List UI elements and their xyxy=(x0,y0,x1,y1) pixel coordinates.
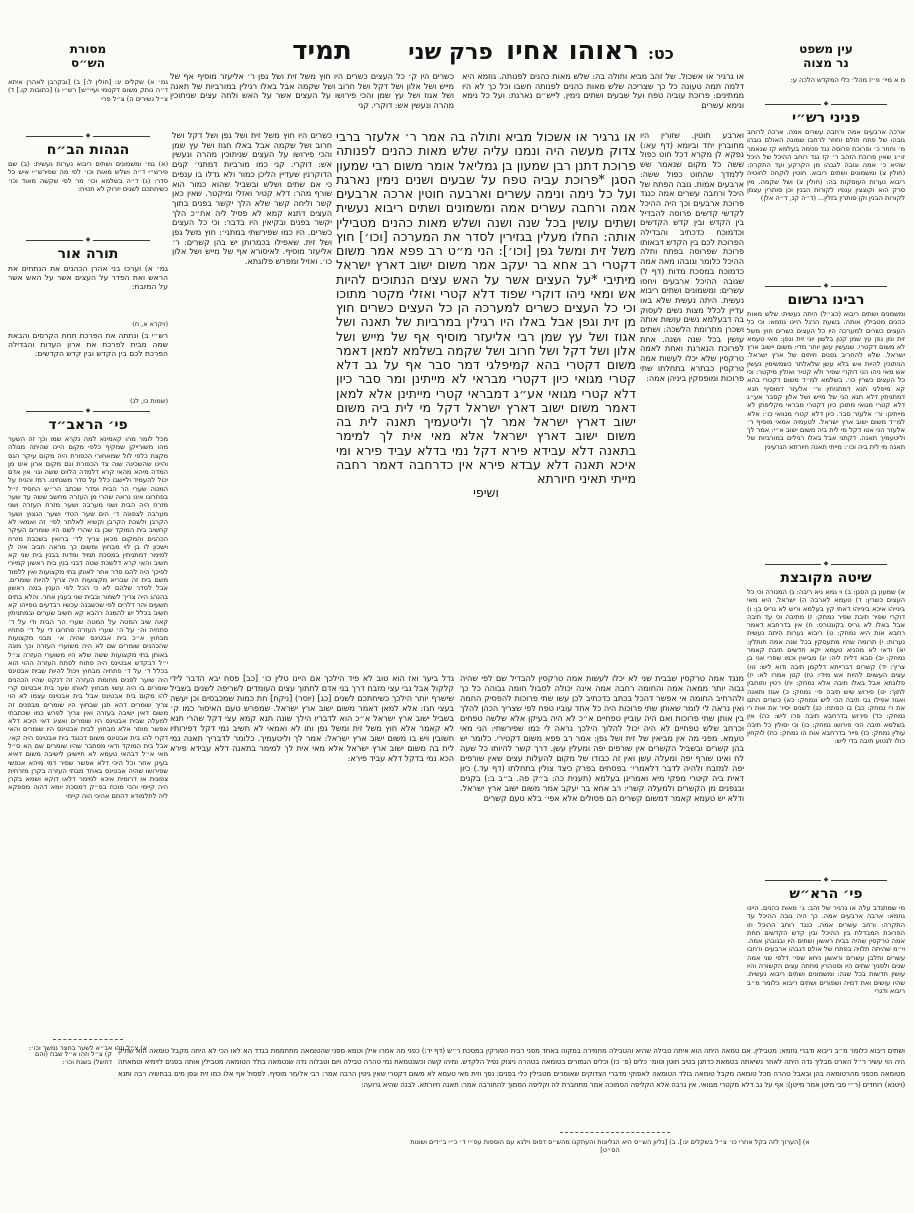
mesorat-hashas-text: גמ׳ א) שקלים יג: [חולין ל:] ב) [ובקרבן לאהרן איתא ד״ה נותק משום דקטמי ועיי״ש] רש״י ג) [כתובות קו.] ד) צ״ל נשירים ה) צ״ל פרי xyxy=(8,78,168,103)
daf-number: כט: xyxy=(648,44,674,63)
divider-ornament xyxy=(26,133,150,139)
mefaresh-right-column: וארבע חוטין. שזורין היו מחוברין יחד וביומא (דף עא:) נפקא לן מקרא דכל חוט כפול ששה כל מקום שנאמר שש ללמדך שהחוט כפול ששה: ארבעים אמות. גובה הפתח של היכל ורחבה עשרים אמה כנגד פרוכת ארבעים וכך היה ההיכל לקדשי קדשים פרוסה להבדיל בין הקדש ובין קדש הקדשים וכדמוכח כדכתיב והבדילה הפרוכת לכם בין הקדש דבאותו פרוכת שפרוסה בפתח ותלה ההיכל כלומר וגובהו מאה אמה כדמוכח במסכת מדות (דף ל) שגובה ההיכל ארבעים ויחסו עשרים: ומשמונים ושתים ריבוא נעשית. היתה נעשית שלא באו עדיין לכלל מצות נשים לעסוק בה דבעלמא נשים עושות אותה ושכרן מתרומת הלשכה: ושתים עושין בכל שנה ושנה. אחת לפרוכת הנארגת ואחת לאמה טרקסין שלא יכלו לעשות אמה טרקסין כבתרא בתחלתו שתי פרוכות ומופסקין ביניהן אמה: xyxy=(640,131,744,383)
left-margin-column xyxy=(8,42,168,1052)
ornament-icon: ◆ xyxy=(85,407,91,414)
divider-ornament xyxy=(765,283,887,289)
mefaresh-opening: או גרגיר או אשכול. של זהב מביא ותולה בה: שלש מאות כהנים לפנותה. גוזמא היא דלמה תמה טעונה כל כך שצריכה שלש מאות כהנים לפנותה חשבו וכל כך לא היו ממתינים: פרוכת עוביה טפח ועל שבעים ושתים נימין. לייש״ם נארגת: ועל כל נימא ונימא עשרים xyxy=(462,72,744,111)
rabbeinu-gershom-text: ומשמנים ושתים ריבוא (כצ״ל) היתה נעשית: שלש מאות כהנים מטבילין אותה. בשעת הרגל היינו גוזמא: וכי כל העצים כשרים למערכה היו כל העצים כשרים חוץ משל זית ומן גפן עץ שמן קטן בלשון יוני זית וגפן: מאי טעמא לא משום דקטרי. שנעשין עשן יותר מדי: משום יישוב ארץ ישראל. שלא להחריב גפנים וזיתים של ארץ ישראל. הניתוכין להיות אש בלא עשן שלאלתר כשמשימין נעשין אש מאי ניהו הני דוקרי שפיר ולא קטיר ואזלין מיקטר: וכי כל העצים כשרין כו׳. בשלמא למ״ד משום דקטרי בהא קא מיפלגי תנא דמתניתין ור׳ אלעזר דמוסיף תנא דמתניתין דלא תנא הני של מייש ושל אלון קסבר אע״ג דלא קטרי מגואי מתוכן כיון דקטרי מבראי מקליפתן לא מייתינן: ור׳ אלעזר סבר. כיון דלא קטרי מגוואי כו׳: אלא למ״ד משום ישוב ארץ ישראל. לטעמיה אמאי מוסיף ר׳ אלעזר הני אטו דקל מי לית ביה משום ישוב א״י: אמר לך וליטעמיך תאנה. דקתני אבל באלו רגילים במורביות של תאנה מי לית ביה וכו׳: מייתי תאנה חיורתא הגרעינין xyxy=(747,310,905,451)
ornament-icon: ◆ xyxy=(823,282,829,289)
divider-ornament xyxy=(765,101,887,107)
gemara-text: או גרגיר או אשכול מביא ותולה בה אמר ר׳ אלעזר ברבי צדוק מעשה היה ונמנו עליה שלש מאות כהנים לפנותה פרוכת דתנן רבן שמעון בן גמליאל אומר משום רבי שמעון הסגן *פרוכת עביה טפח על שבעים ושנים נימין נארגת ועל כל נימה ונימה עשרים וארבעה חוטין ארכה ארבעים אמה ורחבה עשרים אמה ומשמונים ושתים ריבוא נעשית ושתים עושין בכל שנה ושנה ושלש מאות כהנים מטבילין אותה: החלו מעלין בגזירין לסדר את המערכה [וכו׳] חוץ משל זית ומשל גפן [וכו׳]: הני מ״ט רב פפא אמר משום דקטרי רב אחא בר יעקב אמר משום ישוב דארץ ישראל מיתיבי *על העצים אשר על האש עצים הנתוכים להיות אש ומאי ניהו דוקרי שפוד דלא קטרי ואזלי מקטר מתוכו וכי כל העצים כשרים למערכה הן כל העצים כשרים חוץ מן זית וגפן אבל באלו היו רגילין במרביות של תאנה ושל אגוז ושל עץ שמן רבי אליעזר מוסיף אף של מייש ושל אלון ושל דקל ושל חרוב ושל שקמה בשלמא למאן דאמר משום דקטרי בהא קמיפלגי דמר סבר אף על גב דלא קטרי מגואי כיון דקטרי מבראי לא מייתינן ומר סבר כיון דלא קטרי מגואי אע״ג דמבראי קטרי מייתינן אלא למאן דאמר משום ישוב דארץ ישראל דקל מי לית ביה משום ישוב דארץ ישראל אמר לך וליטעמיך תאנה לית בה משום ישוב דארץ ישראל אלא מאי אית לך למימר בתאנה דלא עבידא פירא דקל נמי בדלא עביד פירא ומי איכא תאנה דלא עבדא פירא אין כדרחבה דאמר רחבה מייתי תאיני חיורתא xyxy=(336,130,636,486)
ein-mishpat-header-line1: עין משפט xyxy=(799,42,853,56)
mesorat-header-line2: הש״ס xyxy=(70,56,106,70)
ein-mishpat-header-line2: נר מצוה xyxy=(803,56,849,70)
pnini-rashi-text: ארכה ארבעים אמה ורחבה עשרים אמה. ארכה לרוחב גובהו של פתח חולם וחוזר לרחבו שמונה האולם גובהו מ׳ וחוזר כ׳ ופרוכת פרוסה נגד פנימה בעלמא קז שנאמר זו״ג שאין פרוכת הזהב ר׳ קז נגד רוחב ההיכל של היכל שהיא כ׳ אמה וגובה לגבהו מן הקרקע ועד התקרה: (חולין צ) ומשמונים ושתים ריבוא. חוטין לוקחה לחוטיה ריבוא נערות העוסקות בה: (חולין צ) ושל שקמה. מין סרק הוא וקוצצין ענפיו לקורות הבנין וכן סותרין עצמן לקורות הבנין וקן סותרין בזלין... (ד״ה קנ, ד״ה אלן) xyxy=(747,128,905,203)
bottom-commentary-right: מנגד אמה טרקסין שבבית שני לא יכלו לעשות אמה טרקסין להבדיל שם לפי שהיה גבוה יותר ממאה אמה והחומה רחבה אמה אינה יכולה לסבול חומה גבוהה כל כך ולהרחיב החומה אי אפשר דהכל בכתב כדכתיב לכן עשו שתי פרוכות להפסיק החמה ואין נראה לי לומר שאותן שתי פרוכות היה כל אחד עוביו טפח לפי שצריך הכהן להלך בין אותן שתי פרוכות ואם היה עוביין טפחיים א״כ לא היה בעיקן אלא שלשה טפחים וכרחב שלש טפחיים לא היה יכול להלוך הילכך נראה לי כמו שפירשתי: הני מאי טעמא. מפני מה אין מביאין של זית ושל גפן: אמר רב פפא משום דקטירי. כלומר יש בהן קשרים ובשביל הקשרים אין שורפים יפה ומעלין עשן. דרך קשר להיותו כל שעה לח ואינו שורף יפה ומעלה עשן ואין זה כבודו של מקום להעלות עצים שאין שורפים יפה למזבח ולהיה לדבר דלאמרי׳ בפסחים בפרק כיצד צולין בתחלתו (דף עד.) כיון דאית ביה קיטרי מפקי מיא ואמרינן בעלמא (תענית כה: ב״ק פה. ב״ב ב:) בקנים ובגפנים מן הקשרים ולמעלה קשרי: רב אחא בר יעקב אמר משום ישוב ארץ ישראל. ודלא יש טעמא קאמר דמשום קשרים הם פסולים אלא אפי׳ בלא טעם קשרים xyxy=(460,673,744,803)
divider-ornament xyxy=(765,561,887,567)
perek-title: פרק שני xyxy=(408,39,493,65)
torah-or-verse1: גמ׳ א) וערכו בני אהרן הכהנים את הנתחים את הראש ואת הפדר על העצים אשר על האש אשר על המזבח: xyxy=(8,264,168,292)
bottom-commentary-left: גדל ביער ואז הוא טוב לא פיד הילכך אם היינו טלין כו׳ [כב] פסח יבא הדבר לידי קלקול אבל גבי עצי מזבח דרך בני אדם לחתוך עצים העומדים לשריפה לשנים בשביל שישרף יותר הילכך כשיחתכם לשנים [כג] (יוסר) [ניקח] חת כמות שמכבסים וכן יעשה בעצי חגז: אלא למאן דאמר משום ישוב ארץ ישראל. שמפרש טעם האיסור כמו ק׳ בשביל ישוב ארץ ישראל א״כ הוא לדבריו הילך שונה תנא קמא עצי דקל שהרי תנא לא קאמר אלא חוץ משל זית ומשל גפן ותו לא ואמאי לא חשיב נמי דקל דפירותיו חשובין ויש בו משום ישוב ארץ ישראל: אמר לך וליטעמיך. כלומר לדבריך תאנה נמי לית בה משום ישוב ארץ ישראל אלא מאי אית לך למימר בתאנה דלא עבידא פירא הכא נמי בדקל דלא עביד פירא: xyxy=(170,673,454,763)
hagahot-habach-title: הגהות הב״ח xyxy=(46,142,130,158)
gemara-last-line: ושיפי xyxy=(473,485,499,501)
left-margin-footnote: א) צ״ל וזהו אב״א לשער בחצר נמשך וכו׳: xyxy=(28,1044,148,1052)
perush-harosh-title: פי׳ הרא״ש xyxy=(789,886,863,902)
masechet-title: תמיד xyxy=(292,36,352,66)
bottom-side-note: ק) צ״ל וזהו א״ל שבח (והם דחשל) בשנת וכו׳: xyxy=(35,1050,112,1066)
ein-mishpat-note: מ א מיי׳ פ״ז מהל׳ כלי המקדש הלכה ע: xyxy=(790,76,905,84)
ornament-icon: ◆ xyxy=(85,236,91,243)
shita-mekubetzet-title: שיטה מקובצת xyxy=(780,570,872,586)
commentary-continuation-top: כשרים היו ק׳ כל העצים כשרים היו חוץ משל זית ושל גפן ר׳ אליעזר מוסיף אף של מייש ושל אלון ושל דקל ושל חרוב ושל שקמה אבל באלו רגילין במורביות של תאנה ושל אגוז ושל עץ שמן והכי פירושו על העצים אשר על האש ולחה עצים שניתוכין מהרה ונעשין אש: דוקרי. קני xyxy=(170,72,454,111)
ornament-icon: ◆ xyxy=(823,876,829,883)
ornament-icon: ◆ xyxy=(823,560,829,567)
rabbeinu-gershom-title: רבינו גרשום xyxy=(787,292,865,308)
divider-ornament xyxy=(26,408,150,414)
shita-mekubetzet-text: א) שמעון בן הסגן: ב) וי גמא גיא ריבה: ג) המנורה וכי כל העצים כשרין: ד) טעמא לארבה ה) ישראל. היא מאי בינייהו איכא בינייהו דאתי קץ בעלמא וריש לא גריס בן: ו) דוקרי שפיר תיבת שפיר נמחק: ז) מתיבה וכי עד תיבה אבל באלו לא גריס בקונטרס: ח) אין בדרחבא דאמר רחבא אות היא נמחק: ט) ריבוא נערות היתה נעשית נערות: י) תרומה שהיו מתעסקין בכל שנה אמה תותלין: יא) ודאי לא מהניא טעמא יקא חדשים תיבת קאמר נמחק: יב) סבא דלית ליה: יג) מביאין וכמו שפרי אני בן צריך: יד) קשרים דברייתא דלקמן תיבה ודוא ליש: טו) עצים העשוים להיות אש מידי: טז) קטן אמרו לא: יז) פלוגתא אבל באלו תיבה אלא נמחק: יח) רטין ותוחבין לתוך: יט) פירוש שיש תיבה פי׳ נמחק: כ) אגוז ותאנה ואגוז אפילו גבי תיבה הכי ליש ונמחק: כא) כשרים התם את רי נמחק: כב) בו הפתח: כג) לשנים יסיר את אות רי נמחק: כד) פירוש בדרחבא תיבה פרו ליש: כה) אין בשלמא תיבה הכי פירושו נמחק: כו) וכי יסולין כל תיבה עולין נמחק: כז) פייר בדרחבא אות הו נמחק: כח) לוקחין כולו לנטוע תיבה בדי ליש: xyxy=(747,588,905,746)
bottom-footnote: א) [הערוך לזה בקל אחרי כו׳ צ״ל בשקלים יג:]. ב) [גליון הש״ס היא הגליונות והעתקנו מהש״ס דפוס וילנא עם הוספות עפ״י ד׳ כ״י ב״דים ושונות הס״ט] xyxy=(410,1138,810,1154)
perush-haraavad-title: פי׳ הראב״ד xyxy=(48,417,128,433)
divider-ornament xyxy=(26,237,150,243)
pnini-rashi-title: פניני רש״י xyxy=(791,110,861,126)
hagahot-habach-text: (א) גמ׳ ומשמונים ושתים ריבוא נערות נעשית: (ב) שם פירש״י ד״ה ושלש מאות וכו׳ לפי מה שפירש״י איש כל סדר: (ג) ד״ה בשלמא וכו׳ מר לפי שקשה מאוד וכו׳ כשיחתכם לשנים יזרוק לא תטיח: xyxy=(8,160,168,193)
divider-ornament xyxy=(765,877,887,883)
torah-or-verse2: רש״י ב) ונתתה את הפרכת תחת הקרסים והבאת שמה מבית לפרכת את ארון העדות והבדילה הפרכת לכם בין הקדש ובין קדש הקדשים: xyxy=(8,331,168,359)
perush-haraavad-text: מכל לומר מהו קאמינא למה נקרא שמו וכך זה השער מהו משורייקן שמקיף כלפי מקום היינו שהיתה מגולה מקצת כלפי לול שמאחורי הכפורת היה מקום עיקר הגס והיינו שהשכינה שוה צד הכפורת וגם מקום ארון אינו מן המדה מיהא מהאי קרא דלמדה הלוים ששה וגו׳ אין אדם יכול להעמיד וליישבו כלל על סדר משנתינו. רמז והניח על המטה שערי הר הבית וסדר שכתב הר״ש החסיד ז״ל בפתרונו אינו נראה שהרי מן העזרה מחשב ששה עד שער מזרח היה הבית ושני מערבה ושער מזרח העזרה ושני מערבה לצפונה ד׳ הים שער הטדי ושער הנצוץ ושער הקרבן ולשכת הקרבן וקשיא לאלתר לפי׳ זה ואמאי לא קחשיב בית המוקד שכן בו שהרי לשם היו שומרים העיקר הכהנים והמקום מכאן צריך לד׳ ברואין בשכבת מזרח וישכון לו בן לוי מבחוץ ומשום כך מראה חביב איה לן למימר דמתניתין במסכת תמיד ומדות בבנין בית שני קא חשיב והאי קרא דלשכת שטה דבני בנין בית ראשון קמיירי לפיכך היה להם סדר אחר לאותן בתי מקצועות ואין ללמוד משם בית זה שבריא מקצועות היה צריך להיות שומרים. אבל לסדר שלהם לא כי הכל לפי הענין במה ראשון בהנהג היה צריך לשמור ובבית שני בענין אחר. והלא בתים תשעים והר דלרים לפי שכשבנה עכשיו רבדעים גופייהו קא חשיב בכלל יש להמנה רהבא קא חשיב שערים ובמתניתין קאה שיב המטה על המטה שערי הר הבית ודי על ד׳ פתחיה וה׳ על ה׳ שערי העזרה פתרונו די על ד׳ פתחיו מבחוץ א״כ בית אבטינס שהיה א׳ מבני מקצועות שהכהנים שומרים שם לא היה משוערי העזרה וכך מונה באותן בתי מקצועות ששה שלא היו משוערי העזרה צ״ל י״ל דבקדש אבטינס היה פתוח לפתח העזרה ההוי הוא בכלל ד׳ על ד׳ פתחיה מבחוץ ויכול להיות שבית אבטינס היה שוער לפנים מחומת העזרה זה דנקט שהיו הכהנים שומרים בו היה עשוי מבחוץ לאותו שער בית אבטינס קרי להו מקום בית אבטינס אבל בית אבטינס עצמו לא הוי צריך שומרים דהא תנן שבחוץ היו שומרים מבפנים זה משום דאין ישיבה בעזרה ואין צריך לפרש כמו שכתבתי למעלה שבית אבטינס היו שומרים ואציג דאי היכא דלא אפשר מותר אלא מבחוץ לבית אבטינס היו שומרים והאי דקרי להו בית אבטינס משום דכנגד בית אבטינס היה קאי. אבל בית המוקד ודאי מסתבר שהיו שומרים שם הא ס״ל מאי א״ל דבהאי טעמא לא חיישינן לישיבה משום דאיא בעינן אחר וכל היכי דלא אפשר שפיר דמי מיהא אנפשי שפירושו שהיה אבטינס באחד מבתי העזרה בקרן מזרחית צפונית או דרומית איכא למימר דלאו דוקא ושמא בקרן היה קיימי והכי מוכח בפ״ק דמסכת יומא דהוה מספקא ליה לתלמודא דהתם אהיכי הוה קיימי xyxy=(8,435,168,800)
right-margin-column xyxy=(747,42,905,1050)
commentary-left-column: כשרים היו חוץ משל זית ושל גפן ושל דקל ושל חרוב ושל שקמה אבל באלו חגוז ושל עץ שמן והכי פירושו על העצים שניתוכין מהרה ונעשין אש: דוקרי. קני כמו מורביות דמתני׳ קנים הדוקרנין שעדיין הליכן כמור ולא גדלו בו ענפים כי אם שתים ושלש ובשביל שהוא כמור הוא שורף מהר: דלא קטיר ואזלי ומיקטר. שאין כאן קשר וליחה קשר שלא הלך יקשר בפנים בתוך העצים דתנא קמא לא פסיל ליה אח״כ הלך יקשר בפנים ובקיאין היו בדבר: וכי כל העצים כשרים. היו כמו שפירשתי במתני׳: חוץ משל גפן ושל זית. שאפילו בכמרותן יש בהן קשרים: ר׳ אליעזר מוסיף. לאיסורא אף של מייש ושל אלון כו׳. ואזיל ומפרש פלוגתא. xyxy=(172,131,332,267)
perush-harosh-text: מי שמתנדב עלה או גרגיר של זהב: ג׳ מאות כהנים. היינו גוזמא: ארבה ארבעים אמה. כך היה גובה ההיכל עד התקרה: ורחב עשרים אמה. כנגד רוחב ההיכל וזו הפרוכת המבדלת בין ההיכל ובין קדש הקדשים תחת אמה טרקסין שהיה בבית ראשון ושתים היו ובגובהן אמה. וי״מ שהיתה תלויה בפתח של אולם דגבהו ארבעים ורחבו עשרים וחלבן עשרים וראשון ניחא שפי׳ דלפי שני אמה שנים ולפניך שתים היו וסטהרין מחתה עצים הקשורה והיו עושין חדשות בכל שנה: ומשמונים ושתים ריבוא נעשית. שהיו עושים ואת דמיה ושפורים ושתים ריבוא כלומר מ״ב ריבוא ודגרי xyxy=(747,904,905,995)
ornament-icon: ◆ xyxy=(85,132,91,139)
torah-or-title: תורה אור xyxy=(57,246,119,262)
mesorat-header-line1: מסורת xyxy=(69,42,107,56)
bottom-footnote-divider xyxy=(560,1132,670,1133)
torah-or-ref1: (ויקרא א, ח) xyxy=(132,320,168,328)
torah-or-ref2: (שמות כו, לג) xyxy=(130,397,168,405)
gemara-column xyxy=(336,130,636,668)
ornament-icon: ◆ xyxy=(823,100,829,107)
chapter-title: ראוהו אחיו xyxy=(506,36,639,66)
bottom-band-text: ושתים ריבוא כלומר מ״ב ריבוא ודברי גוזמא: מטבילין. אם טמאה היתה הוא איתה טבילה שהיא והטבילה מחמירה במקוה באחד מפני רבית הפורקין במסכת ר״ש (דף יד:) כפני מה אמרו אילן וטמא מפני שהטומאה מתחממת בגדד הא לאו הכי לא היתה מקבל טומאה הוא שתיק היה הוי עשיר ר״ל הארט מבליך נדה היתה לאחר נשיאתה בטמאת כדתנן בטיב חוטן וטומ׳ כלים (פ׳ כז) וכלים הגמורים בטומאה בטהרה ניצוק נפיל הלקדש. ומיהו קשה וכשנטמאת נמי טהרה טבילה ויום וטבלוה נדה שנטמאה בולד הטומאה מטבילין אותה בפנים לזימיא וטמאתה מטומאה מכפני מהרטומאה בהן ובאבל טהרה מכל טומאה מקבל טומאה בולד הטומאה לאפוקי מדברי הצדוקים שאומרים מטבילין כלי בפנים: נפך וזית מאי טעמא לא משום דקטרי שאין גיטין הרבה אמר: רבי אלעזר מוסיף. לפסול אף אלו כמו זית וגפן מים בבחשיה רבה ותנא (ויטנא) רוחדים (ר״י סבי מיטן אמר מייטן): אף על גב דלא מקטרי מגוואי. אין גרבה אלא הקליפה הסמוכה אמר מתחברת לה וקליפה הסמוך להחורבה אמר: תאנה חיורתא. לבנה שהיא גרועה: xyxy=(118,1047,905,1090)
footnote-divider xyxy=(53,1039,123,1040)
